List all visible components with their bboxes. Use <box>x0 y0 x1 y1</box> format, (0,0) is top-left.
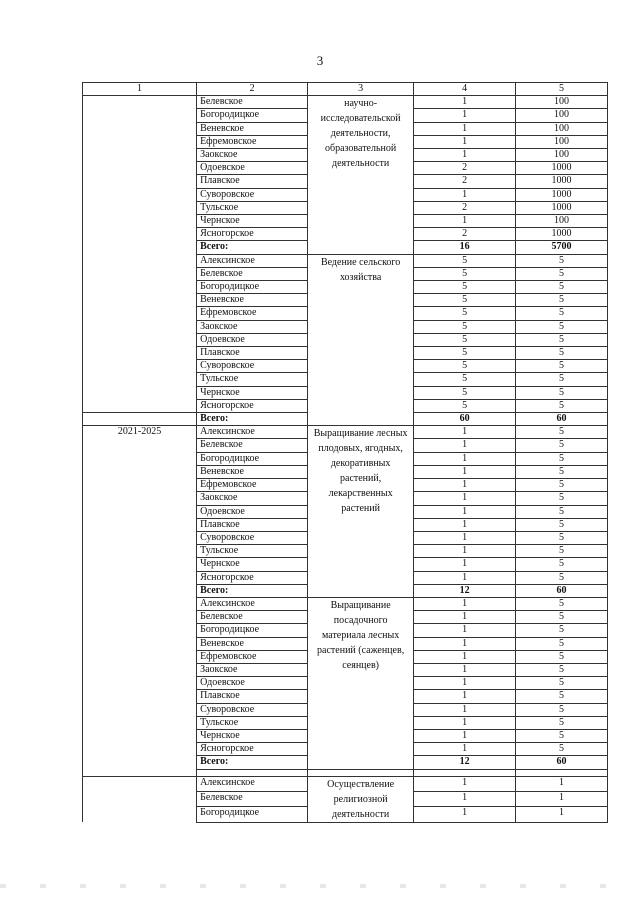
district-cell: Алексинское <box>197 776 308 791</box>
period-cell <box>83 399 197 412</box>
period-cell <box>83 611 197 624</box>
count-cell: 1 <box>414 122 516 135</box>
district-cell: Богородицкое <box>197 452 308 465</box>
value-cell: 5 <box>516 399 608 412</box>
value-cell: 5 <box>516 426 608 439</box>
count-cell: 1 <box>414 703 516 716</box>
spacer-cell <box>197 769 308 776</box>
count-cell: 1 <box>414 465 516 478</box>
value-cell: 5 <box>516 531 608 544</box>
period-cell <box>83 96 197 109</box>
district-cell: Ефремовское <box>197 650 308 663</box>
count-cell: 5 <box>414 267 516 280</box>
period-cell <box>83 386 197 399</box>
count-cell: 1 <box>414 426 516 439</box>
district-cell: Одоевское <box>197 677 308 690</box>
district-cell: Алексинское <box>197 597 308 610</box>
count-cell: 2 <box>414 175 516 188</box>
period-cell <box>83 254 197 267</box>
period-cell <box>83 267 197 280</box>
count-cell: 5 <box>414 373 516 386</box>
value-cell: 5 <box>516 452 608 465</box>
value-cell: 5 <box>516 663 608 676</box>
count-cell: 1 <box>414 558 516 571</box>
district-cell: Суворовское <box>197 703 308 716</box>
district-cell: Алексинское <box>197 426 308 439</box>
period-cell <box>83 413 197 426</box>
district-cell: Белевское <box>197 267 308 280</box>
count-cell: 1 <box>414 624 516 637</box>
count-cell: 1 <box>414 545 516 558</box>
spacer-cell <box>414 769 516 776</box>
period-cell <box>83 637 197 650</box>
period-cell <box>83 791 197 806</box>
count-cell: 1 <box>414 597 516 610</box>
table-row <box>83 254 608 267</box>
value-cell: 100 <box>516 122 608 135</box>
value-cell: 5 <box>516 333 608 346</box>
value-cell: 5 <box>516 373 608 386</box>
period-cell <box>83 333 197 346</box>
value-cell: 5 <box>516 465 608 478</box>
district-cell: Алексинское <box>197 254 308 267</box>
count-cell: 1 <box>414 611 516 624</box>
period-cell <box>83 175 197 188</box>
value-cell: 5 <box>516 637 608 650</box>
value-cell: 5 <box>516 677 608 690</box>
district-cell: Суворовское <box>197 531 308 544</box>
activity-cell: Ведение сельского хозяйства <box>308 254 414 426</box>
value-cell: 5 <box>516 690 608 703</box>
period-cell <box>83 505 197 518</box>
period-cell <box>83 756 197 769</box>
period-cell <box>83 452 197 465</box>
period-cell <box>83 729 197 742</box>
total-count: 16 <box>414 241 516 254</box>
count-cell: 5 <box>414 333 516 346</box>
value-cell: 5 <box>516 386 608 399</box>
value-cell: 1000 <box>516 162 608 175</box>
district-cell: Ясногорское <box>197 228 308 241</box>
value-cell: 5 <box>516 505 608 518</box>
value-cell: 5 <box>516 254 608 267</box>
activity-cell: Осуществление религиозной деятельности <box>308 776 414 822</box>
district-cell: Тульское <box>197 201 308 214</box>
table-row <box>83 776 608 791</box>
period-cell <box>83 465 197 478</box>
value-cell: 1 <box>516 776 608 791</box>
district-cell: Богородицкое <box>197 109 308 122</box>
value-cell: 5 <box>516 611 608 624</box>
activity-cell: Выращивание посадочного материала лесных растений (саженцев, сеянцев) <box>308 597 414 769</box>
district-cell: Белевское <box>197 96 308 109</box>
value-cell: 100 <box>516 109 608 122</box>
period-cell <box>83 149 197 162</box>
district-cell: Заокское <box>197 663 308 676</box>
value-cell: 5 <box>516 743 608 756</box>
total-value: 5700 <box>516 241 608 254</box>
count-cell: 1 <box>414 690 516 703</box>
value-cell: 1000 <box>516 228 608 241</box>
period-cell <box>83 201 197 214</box>
district-cell: Белевское <box>197 611 308 624</box>
count-cell: 1 <box>414 571 516 584</box>
total-count: 12 <box>414 584 516 597</box>
value-cell: 5 <box>516 624 608 637</box>
count-cell: 2 <box>414 162 516 175</box>
value-cell: 5 <box>516 281 608 294</box>
count-cell: 1 <box>414 729 516 742</box>
value-cell: 5 <box>516 492 608 505</box>
count-cell: 1 <box>414 743 516 756</box>
district-cell: Одоевское <box>197 505 308 518</box>
value-cell: 1000 <box>516 175 608 188</box>
activity-cell: Выращивание лесных плодовых, ягодных, декоративных растений, лекарственных растений <box>308 426 414 598</box>
district-cell: Веневское <box>197 465 308 478</box>
district-cell: Ясногорское <box>197 571 308 584</box>
spacer-cell <box>83 769 197 776</box>
district-cell: Плавское <box>197 518 308 531</box>
total-label: Всего: <box>197 241 308 254</box>
header-cell: 1 <box>83 83 197 96</box>
count-cell: 1 <box>414 716 516 729</box>
period-cell <box>83 492 197 505</box>
count-cell: 1 <box>414 492 516 505</box>
district-cell: Чернское <box>197 215 308 228</box>
count-cell: 2 <box>414 201 516 214</box>
count-cell: 1 <box>414 96 516 109</box>
district-cell: Заокское <box>197 149 308 162</box>
district-cell: Чернское <box>197 558 308 571</box>
header-cell: 2 <box>197 83 308 96</box>
table-row <box>83 426 608 439</box>
period-cell <box>83 188 197 201</box>
count-cell: 1 <box>414 663 516 676</box>
total-label: Всего: <box>197 584 308 597</box>
value-cell: 100 <box>516 149 608 162</box>
value-cell: 5 <box>516 716 608 729</box>
count-cell: 5 <box>414 294 516 307</box>
activity-cell: научно-исследовательской деятельности, образовательной деятельности <box>308 96 414 254</box>
total-count: 60 <box>414 413 516 426</box>
count-cell: 1 <box>414 791 516 806</box>
district-cell: Веневское <box>197 294 308 307</box>
period-cell <box>83 439 197 452</box>
period-cell <box>83 677 197 690</box>
district-cell: Тульское <box>197 373 308 386</box>
value-cell: 5 <box>516 597 608 610</box>
district-cell: Чернское <box>197 729 308 742</box>
district-cell: Ясногорское <box>197 399 308 412</box>
table-body <box>83 83 608 823</box>
value-cell: 5 <box>516 360 608 373</box>
total-count: 12 <box>414 756 516 769</box>
district-cell: Богородицкое <box>197 807 308 822</box>
district-cell: Ефремовское <box>197 479 308 492</box>
value-cell: 100 <box>516 96 608 109</box>
count-cell: 1 <box>414 637 516 650</box>
period-cell <box>83 241 197 254</box>
count-cell: 1 <box>414 188 516 201</box>
total-label: Всего: <box>197 413 308 426</box>
period-cell <box>83 320 197 333</box>
count-cell: 5 <box>414 347 516 360</box>
spacer-cell <box>516 769 608 776</box>
count-cell: 1 <box>414 215 516 228</box>
value-cell: 1 <box>516 791 608 806</box>
period-cell <box>83 109 197 122</box>
period-cell <box>83 624 197 637</box>
value-cell: 5 <box>516 294 608 307</box>
district-cell: Белевское <box>197 791 308 806</box>
district-cell: Заокское <box>197 492 308 505</box>
district-cell: Богородицкое <box>197 281 308 294</box>
count-cell: 1 <box>414 776 516 791</box>
period-cell <box>83 294 197 307</box>
district-cell: Веневское <box>197 122 308 135</box>
page-number: 3 <box>316 53 324 68</box>
value-cell: 100 <box>516 135 608 148</box>
count-cell: 1 <box>414 452 516 465</box>
district-cell: Ефремовское <box>197 307 308 320</box>
count-cell: 5 <box>414 254 516 267</box>
value-cell: 5 <box>516 729 608 742</box>
count-cell: 5 <box>414 360 516 373</box>
period-cell <box>83 743 197 756</box>
district-cell: Белевское <box>197 439 308 452</box>
count-cell: 5 <box>414 320 516 333</box>
period-cell <box>83 571 197 584</box>
period-cell <box>83 281 197 294</box>
period-cell <box>83 545 197 558</box>
value-cell: 5 <box>516 518 608 531</box>
count-cell: 1 <box>414 109 516 122</box>
total-label: Всего: <box>197 756 308 769</box>
count-cell: 1 <box>414 518 516 531</box>
period-cell <box>83 558 197 571</box>
period-cell <box>83 307 197 320</box>
district-cell: Одоевское <box>197 333 308 346</box>
value-cell: 5 <box>516 307 608 320</box>
district-cell: Богородицкое <box>197 624 308 637</box>
value-cell: 100 <box>516 215 608 228</box>
count-cell: 1 <box>414 531 516 544</box>
period-cell <box>83 122 197 135</box>
period-cell <box>83 162 197 175</box>
district-cell: Ефремовское <box>197 135 308 148</box>
district-cell: Плавское <box>197 690 308 703</box>
period-cell <box>83 650 197 663</box>
count-cell: 1 <box>414 135 516 148</box>
value-cell: 1000 <box>516 201 608 214</box>
count-cell: 1 <box>414 650 516 663</box>
header-cell: 5 <box>516 83 608 96</box>
value-cell: 1 <box>516 807 608 822</box>
count-cell: 1 <box>414 479 516 492</box>
period-cell <box>83 479 197 492</box>
value-cell: 5 <box>516 347 608 360</box>
value-cell: 5 <box>516 650 608 663</box>
period-cell <box>83 690 197 703</box>
count-cell: 5 <box>414 281 516 294</box>
period-cell <box>83 663 197 676</box>
value-cell: 1000 <box>516 188 608 201</box>
district-cell: Плавское <box>197 175 308 188</box>
count-cell: 5 <box>414 307 516 320</box>
district-cell: Ясногорское <box>197 743 308 756</box>
period-cell <box>83 531 197 544</box>
value-cell: 5 <box>516 703 608 716</box>
scan-artifact <box>0 884 640 888</box>
period-cell <box>83 518 197 531</box>
period-cell: 2021-2025 <box>83 426 197 439</box>
period-cell <box>83 347 197 360</box>
header-cell: 4 <box>414 83 516 96</box>
period-cell <box>83 703 197 716</box>
count-cell: 1 <box>414 807 516 822</box>
allocation-table <box>82 82 608 823</box>
period-cell <box>83 228 197 241</box>
count-cell: 5 <box>414 386 516 399</box>
spacer-cell <box>308 769 414 776</box>
value-cell: 5 <box>516 558 608 571</box>
table-row <box>83 96 608 109</box>
count-cell: 5 <box>414 399 516 412</box>
spacer-row <box>83 769 608 776</box>
district-cell: Одоевское <box>197 162 308 175</box>
period-cell <box>83 716 197 729</box>
period-cell <box>83 807 197 822</box>
count-cell: 2 <box>414 228 516 241</box>
period-cell <box>83 360 197 373</box>
value-cell: 5 <box>516 479 608 492</box>
value-cell: 5 <box>516 320 608 333</box>
district-cell: Суворовское <box>197 188 308 201</box>
district-cell: Тульское <box>197 545 308 558</box>
period-cell <box>83 215 197 228</box>
total-value: 60 <box>516 584 608 597</box>
district-cell: Суворовское <box>197 360 308 373</box>
period-cell <box>83 135 197 148</box>
value-cell: 5 <box>516 545 608 558</box>
value-cell: 5 <box>516 439 608 452</box>
period-cell <box>83 373 197 386</box>
table-row <box>83 597 608 610</box>
district-cell: Плавское <box>197 347 308 360</box>
period-cell <box>83 597 197 610</box>
count-cell: 1 <box>414 505 516 518</box>
period-cell <box>83 776 197 791</box>
district-cell: Тульское <box>197 716 308 729</box>
header-cell: 3 <box>308 83 414 96</box>
period-cell <box>83 584 197 597</box>
district-cell: Чернское <box>197 386 308 399</box>
district-cell: Веневское <box>197 637 308 650</box>
total-value: 60 <box>516 756 608 769</box>
count-cell: 1 <box>414 149 516 162</box>
district-cell: Заокское <box>197 320 308 333</box>
count-cell: 1 <box>414 439 516 452</box>
value-cell: 5 <box>516 571 608 584</box>
count-cell: 1 <box>414 677 516 690</box>
total-value: 60 <box>516 413 608 426</box>
value-cell: 5 <box>516 267 608 280</box>
header-row <box>83 83 608 96</box>
